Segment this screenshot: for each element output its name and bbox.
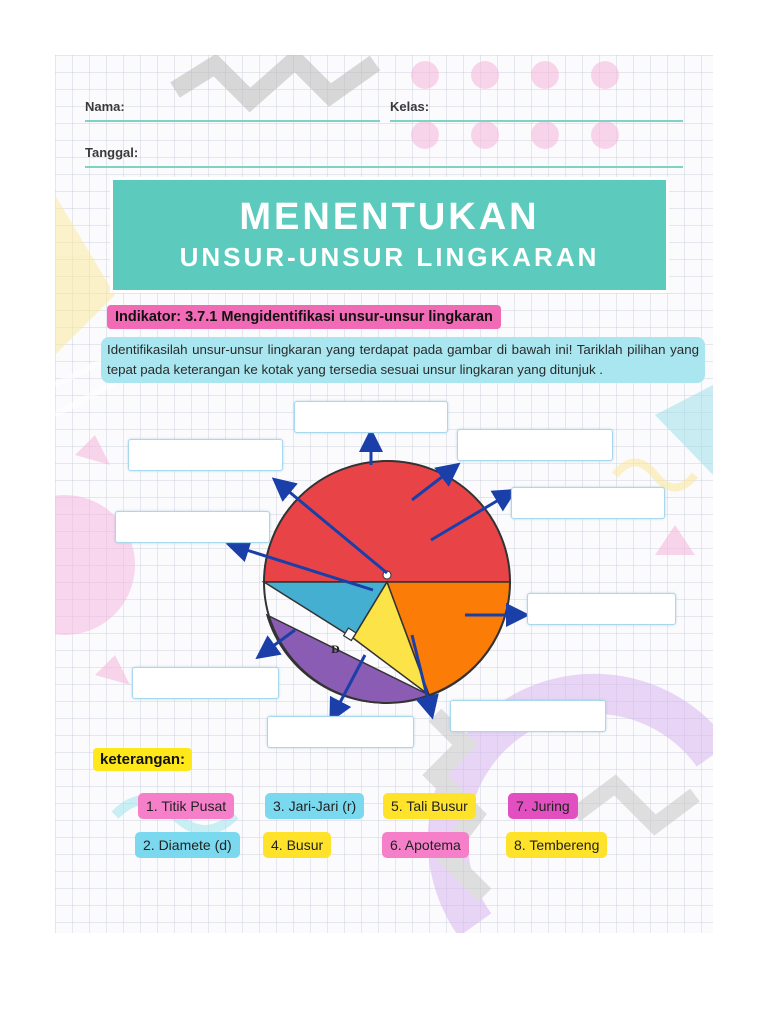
- answer-box-8[interactable]: [450, 700, 606, 732]
- keterangan-item-diameter[interactable]: 2. Diamete (d): [135, 832, 240, 858]
- keterangan-item-jari-jari[interactable]: 3. Jari-Jari (r): [265, 793, 364, 819]
- keterangan-item-juring[interactable]: 7. Juring: [508, 793, 578, 819]
- keterangan-item-busur[interactable]: 4. Busur: [263, 832, 331, 858]
- keterangan-item-tembereng[interactable]: 8. Tembereng: [506, 832, 607, 858]
- kelas-label: Kelas:: [390, 99, 430, 114]
- answer-box-7[interactable]: [132, 667, 279, 699]
- keterangan-item-apotema[interactable]: 6. Apotema: [382, 832, 469, 858]
- label-d: D: [331, 645, 340, 656]
- answer-box-4[interactable]: [115, 511, 270, 543]
- nama-label: Nama:: [85, 99, 125, 114]
- answer-box-6[interactable]: [527, 593, 676, 625]
- title-line-2: UNSUR-UNSUR LINGKARAN: [179, 242, 600, 272]
- worksheet: [55, 55, 713, 933]
- red-semicircle: [264, 461, 510, 582]
- keterangan-title: keterangan:: [93, 748, 192, 771]
- keterangan-item-titik-pusat[interactable]: 1. Titik Pusat: [138, 793, 234, 819]
- title-line-1: MENENTUKAN: [239, 196, 540, 238]
- answer-box-5[interactable]: [511, 487, 665, 519]
- answer-box-3[interactable]: [457, 429, 613, 461]
- indikator-label: Indikator: 3.7.1 Mengidentifikasi unsur-unsur lingkaran: [107, 305, 501, 329]
- keterangan-item-tali-busur[interactable]: 5. Tali Busur: [383, 793, 476, 819]
- instruction-text: Identifikasilah unsur-unsur lingkaran yang terdapat pada gambar di bawah ini! Tariklah pilihan yang tepat pada keterangan ke kotak yang tersedia sesuai unsur lingkaran yang ditunjuk .: [101, 337, 705, 383]
- tanggal-label: Tanggal:: [85, 145, 139, 160]
- answer-box-9[interactable]: [267, 716, 414, 748]
- answer-box-2[interactable]: [128, 439, 283, 471]
- answer-box-1[interactable]: [294, 401, 448, 433]
